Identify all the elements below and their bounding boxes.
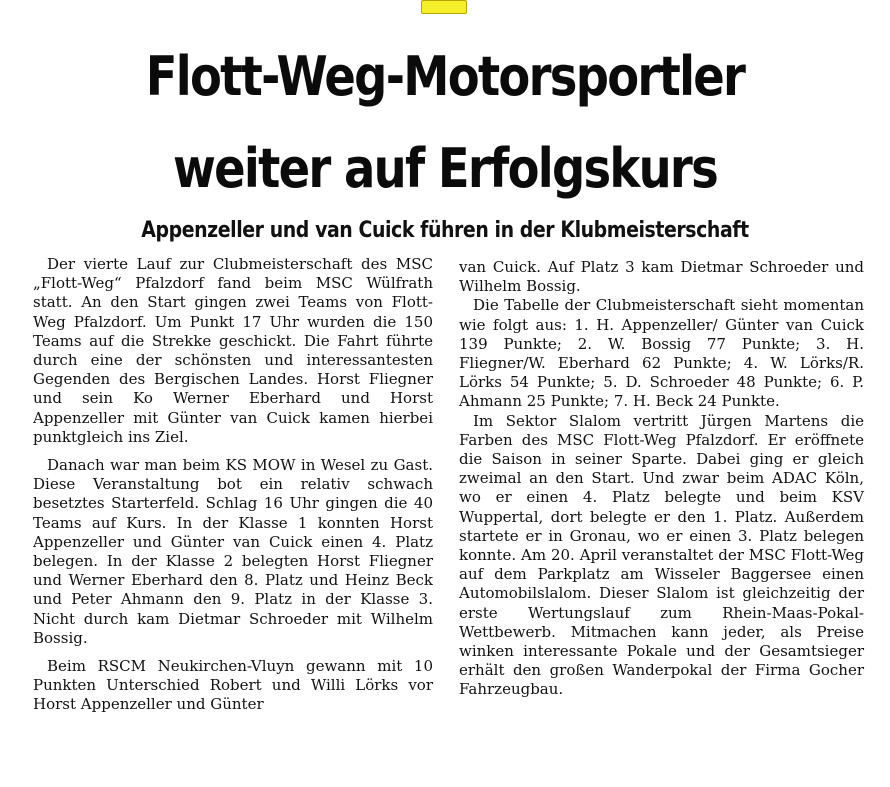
paragraph: Im Sektor Slalom vertritt Jürgen Martens die Farben des MSC Flott-Weg Pfalzdorf. Er eröffnete die Saison in seiner Sparte. Dabei ging er gleich zweimal an den Start. Und zwar beim ADAC Köln, wo er einen 4. Platz belegte und beim KSV Wuppertal, dort belegte er den 1. Platz. Außerdem startete er in Gronau, wo er einen 3. Platz belegen konnte. Am 20. April veranstaltet der MSC Flott-Weg auf dem Parkplatz am Wisseler Baggersee einen Automobilslalom. Dieser Slalom ist gleichzeitig der erste Wertungslauf zum Rhein-Maas-Pokal-Wettbewerb. Mitmachen kann jeder, als Preise winken interessante Pokale und der Gesamtsieger erhält den großen Wanderpokal der Firma Gocher Fahrzeugbau. [459,411,864,699]
left-column [33,255,433,715]
paragraph: Der vierte Lauf zur Clubmeisterschaft des MSC „Flott-Weg“ Pfalzdorf fand beim MSC Wülfrath statt. An den Start gingen zwei Teams von Flott-Weg Pfalzdorf. Um Punkt 17 Uhr wurden die 150 Teams auf die Strekke geschickt. Die Fahrt führte durch eine der schönsten und interessantesten Gegenden des Bergischen Landes. Horst Fliegner und sein Ko Werner Eberhard und Horst Appenzeller mit Günter van Cuick kamen hierbei punktgleich ins Ziel. [33,255,433,446]
paragraph: Beim RSCM Neukirchen-Vluyn gewann mit 10 Punkten Unterschied Robert und Willi Lörks vor Horst Appenzeller und Günter [33,657,433,714]
right-column [459,258,864,700]
paragraph: van Cuick. Auf Platz 3 kam Dietmar Schroeder und Wilhelm Bossig. [459,258,864,296]
headline-line-1: Flott-Weg-Motorsportler [145,45,745,109]
highlight-mark [421,0,467,14]
paragraph: Die Tabelle der Clubmeisterschaft sieht momentan wie folgt aus: 1. H. Appenzeller/ Günter van Cuick 139 Punkte; 2. W. Bossig 77 Punkte; 3. H. Fliegner/W. Eberhard 62 Punkte; 4. W. Lörks/R. Lörks 54 Punkte; 5. D. Schroeder 48 Punkte; 6. P. Ahmann 25 Punkte; 7. H. Beck 24 Punkte. [459,296,864,411]
paragraph: Danach war man beim KS MOW in Wesel zu Gast. Diese Veranstaltung bot ein relativ schwach besetztes Starterfeld. Schlag 16 Uhr gingen die 40 Teams auf Kurs. In der Klasse 1 konnten Horst Appenzeller und Günter van Cuick einen 4. Platz belegen. In der Klasse 2 belegten Horst Fliegner und Werner Eberhard den 8. Platz und Heinz Beck und Peter Ahmann den 9. Platz in der Klasse 3. Nicht durch kam Dietmar Schroeder mit Wilhelm Bossig. [33,456,433,647]
subheadline: Appenzeller und van Cuick führen in der Klubmeisterschaft [141,218,749,244]
headline-line-2: weiter auf Erfolgskurs [172,137,718,201]
